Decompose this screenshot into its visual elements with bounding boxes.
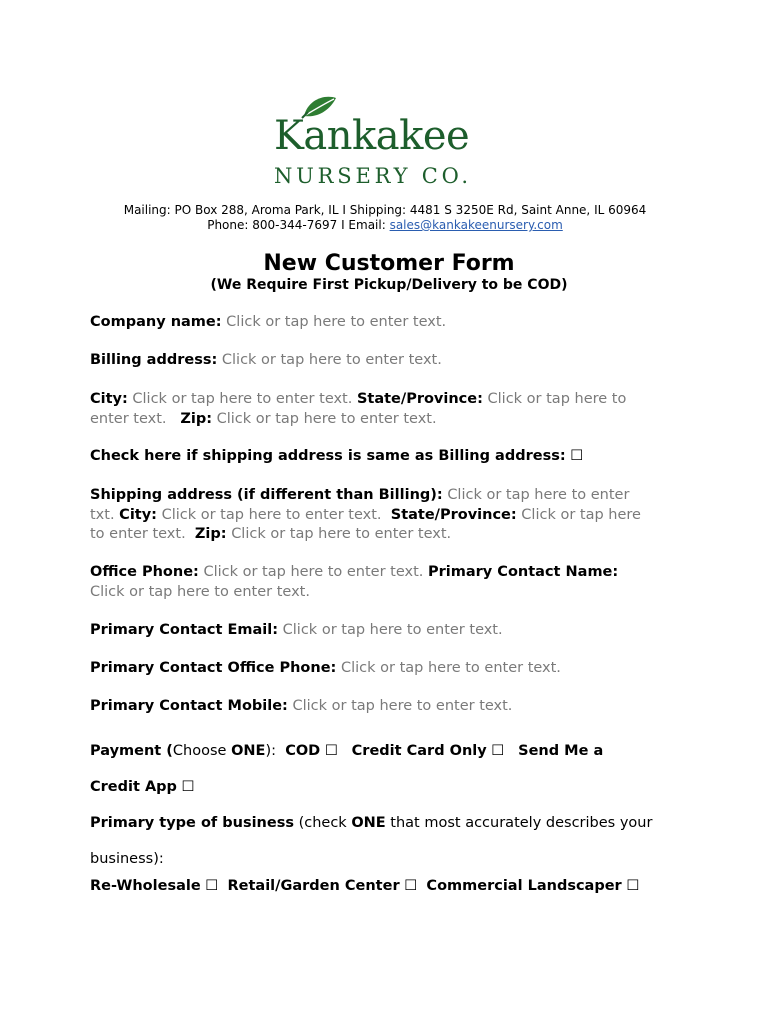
business-rest: that most accurately describes your: [385, 815, 653, 831]
biz-rewholesale-label: Re-Wholesale: [90, 878, 201, 894]
primary-contact-mobile-label: Primary Contact Mobile:: [90, 698, 288, 714]
logo-subtitle: NURSERY CO.: [274, 164, 472, 188]
primary-contact-email-label: Primary Contact Email:: [90, 622, 279, 638]
shipping-city-field[interactable]: Click or tap here to enter text.: [161, 506, 382, 523]
shipping-zip-label: Zip:: [194, 526, 227, 542]
biz-commercial-checkbox[interactable]: ☐: [626, 878, 640, 894]
shipping-address-row: [90, 486, 680, 545]
biz-commercial-label: Commercial Landscaper: [426, 878, 622, 894]
payment-one: ONE: [231, 743, 266, 759]
billing-state-field[interactable]: Click or tap here to: [487, 391, 627, 407]
billing-city-row: [90, 390, 680, 429]
shipping-address-field[interactable]: Click or tap here to enter: [447, 487, 630, 503]
form-title: New Customer Form: [263, 251, 515, 276]
shipping-city-label: City:: [119, 506, 157, 523]
office-phone-label: Office Phone:: [90, 564, 199, 580]
contact-line: [0, 218, 770, 233]
billing-address-row: [90, 351, 680, 371]
business-rest-cont: business):: [90, 851, 164, 867]
shipping-zip-field[interactable]: Click or tap here to enter text.: [231, 526, 452, 542]
same-address-checkbox[interactable]: ☐: [570, 448, 584, 464]
billing-address-field[interactable]: Click or tap here to enter text.: [221, 352, 442, 368]
payment-send-app-label: Send Me a: [518, 743, 604, 759]
form-subtitle: (We Require First Pickup/Delivery to be COD): [210, 277, 568, 293]
logo-name: Kankakee: [274, 113, 470, 159]
business-type-label: Primary type of business: [90, 815, 294, 831]
payment-send-app-label-cont: Credit App: [90, 779, 177, 795]
biz-rewholesale-checkbox[interactable]: ☐: [205, 878, 219, 894]
primary-contact-office-phone-label: Primary Contact Office Phone:: [90, 660, 337, 676]
primary-contact-name-label: Primary Contact Name:: [428, 564, 619, 580]
biz-retail-label: Retail/Garden Center: [227, 878, 400, 894]
payment-label: Payment (: [90, 743, 173, 759]
business-options-row: [90, 877, 680, 897]
primary-contact-office-phone-row: [90, 659, 680, 679]
mailing-address: Mailing: PO Box 288, Aroma Park, IL I Shipping: 4481 S 3250E Rd, Saint Anne, IL 60964: [123, 203, 647, 217]
billing-state-field-cont[interactable]: enter text.: [90, 410, 167, 427]
payment-send-app-checkbox[interactable]: ☐: [181, 779, 195, 795]
billing-address-label: Billing address:: [90, 352, 218, 368]
shipping-address-label: Shipping address (if different than Billing):: [90, 487, 443, 503]
email-link[interactable]: sales@kankakeenursery.com: [389, 218, 563, 232]
primary-contact-office-phone-field[interactable]: Click or tap here to enter text.: [340, 660, 561, 676]
primary-contact-name-field[interactable]: Click or tap here to enter text.: [90, 583, 310, 600]
shipping-address-field-cont[interactable]: txt.: [90, 506, 115, 523]
shipping-state-field-cont[interactable]: to enter text.: [90, 526, 186, 542]
same-address-label: Check here if shipping address is same as Billing address:: [90, 448, 566, 464]
primary-contact-email-field[interactable]: Click or tap here to enter text.: [282, 622, 503, 638]
company-logo: [268, 92, 508, 192]
company-name-field[interactable]: Click or tap here to enter text.: [226, 314, 447, 330]
billing-city-field[interactable]: Click or tap here to enter text.: [132, 391, 353, 407]
payment-row: [90, 733, 680, 805]
payment-credit-card-checkbox[interactable]: ☐: [491, 743, 505, 759]
business-check: (check: [293, 815, 352, 831]
shipping-state-label: State/Province:: [390, 506, 517, 523]
billing-zip-label: Zip:: [180, 410, 213, 427]
primary-contact-mobile-row: [90, 697, 680, 717]
primary-contact-email-row: [90, 621, 680, 641]
phone-text: Phone: 800-344-7697 I Email:: [207, 218, 390, 232]
billing-zip-field[interactable]: Click or tap here to enter text.: [216, 410, 437, 427]
billing-city-label: City:: [90, 391, 128, 407]
payment-cod-checkbox[interactable]: ☐: [324, 743, 338, 759]
company-name-label: Company name:: [90, 314, 222, 330]
billing-state-label: State/Province:: [356, 391, 483, 407]
payment-credit-card-label: Credit Card Only: [351, 743, 487, 759]
office-phone-field[interactable]: Click or tap here to enter text.: [203, 564, 424, 580]
office-phone-row: [90, 563, 680, 602]
shipping-state-field[interactable]: Click or tap here: [521, 506, 641, 523]
primary-contact-mobile-field[interactable]: Click or tap here to enter text.: [292, 698, 513, 714]
payment-close: ):: [265, 743, 276, 759]
company-name-row: [90, 313, 680, 333]
business-type-row: [90, 805, 680, 877]
same-address-row: [90, 447, 680, 467]
payment-choose: Choose: [172, 743, 232, 759]
business-one: ONE: [351, 815, 386, 831]
biz-retail-checkbox[interactable]: ☐: [404, 878, 418, 894]
payment-cod-label: COD: [285, 743, 321, 759]
